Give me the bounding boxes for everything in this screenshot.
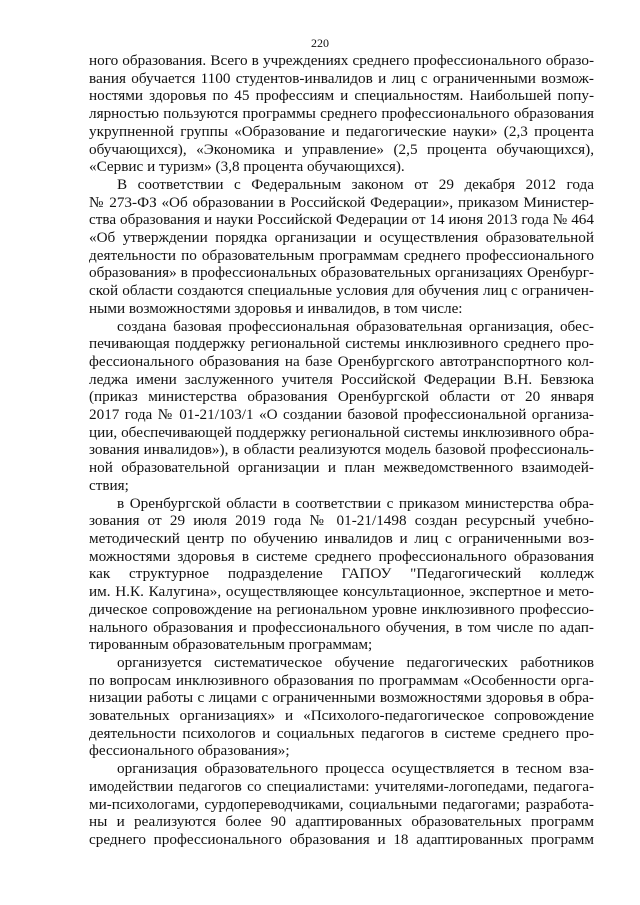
text-line: укрупненной группы «Образование и педагогические науки» (2,3 процента xyxy=(89,122,594,140)
text-line: ми-психологами, сурдопереводчиками, социальными педагогами; разработа- xyxy=(89,795,594,813)
text-line: имодействии педагогов со специалистами: учителями-логопедами, педагога- xyxy=(89,777,594,795)
text-line: среднего профессионального образования и 18 адаптированных программ xyxy=(89,830,594,848)
text-line: низации работы с лицами с ограниченными возможностями здоровья в обра- xyxy=(89,689,594,707)
text-line: создана базовая профессиональная образовательная организация, обес- xyxy=(117,317,594,335)
text-line: нального образования и профессионального обучения, в том числе по адап- xyxy=(89,618,594,636)
text-line: им. Н.К. Калугина», осуществляющее консультационное, экспертное и мето- xyxy=(89,583,594,601)
text-line: деятельности психологов и социальных педагогов в системе среднего про- xyxy=(89,724,594,742)
page-number: 220 xyxy=(311,36,329,50)
text-line: зовательных организациях» и «Психолого-педагогическое сопровождение xyxy=(89,707,594,725)
text-line: деятельности по образовательным программам среднего профессионального xyxy=(89,246,594,264)
text-line: № 273-ФЗ «Об образовании в Российской Федерации», приказом Министер- xyxy=(89,193,594,211)
text-line: ны и реализуются более 90 адаптированных образовательных программ xyxy=(89,813,594,831)
text-line: ного образования. Всего в учреждениях среднего профессионального образо- xyxy=(89,52,594,69)
text-line: ства образования и науки Российской Федерации от 14 июня 2013 года № 464 xyxy=(89,211,594,229)
text-line: обучающихся), «Экономика и управление» (2,5 процента обучающихся), xyxy=(89,140,594,158)
text-line: печивающая поддержку региональной системы инклюзивного среднего про- xyxy=(89,335,594,353)
text-line: лярностью пользуются программы среднего профессионального образования xyxy=(89,105,594,123)
body-text xyxy=(89,52,594,849)
text-line: ции, обеспечивающей поддержку региональной системы инклюзивного обра- xyxy=(89,423,594,441)
text-line: тированным образовательным программам; xyxy=(89,636,373,654)
text-line: ской области создаются специальные условия для обучения лиц с ограничен- xyxy=(89,282,594,300)
text-line: как структурное подразделение ГАПОУ "Педагогический колледж xyxy=(89,565,594,583)
text-line: леджа имени заслуженного учителя Российской Федерации В.Н. Бевзюка xyxy=(89,370,594,388)
text-line: фессионального образования на базе Оренбургского автотранспортного кол- xyxy=(89,352,594,370)
text-line: зования от 29 июля 2019 года № 01-21/1498 создан ресурсный учебно- xyxy=(89,512,594,530)
text-line: дическое сопровождение на региональном уровне инклюзивного профессио- xyxy=(89,600,594,618)
text-line: ностями здоровья по 45 профессиям и специальностям. Наибольшей попу- xyxy=(89,87,594,105)
text-line: можностями здоровья в системе среднего профессионального образования xyxy=(89,547,594,565)
text-line: по вопросам инклюзивного образования по программам «Особенности орга- xyxy=(89,671,594,689)
text-line: методический центр по обучению инвалидов и лиц с ограниченными воз- xyxy=(89,529,594,547)
text-line: образования» в профессиональных образовательных организациях Оренбург- xyxy=(89,264,594,282)
text-line: «Об утверждении порядка организации и осуществления образовательной xyxy=(89,229,594,247)
text-line: В соответствии с Федеральным законом от 29 декабря 2012 года xyxy=(117,175,594,193)
text-line: 2017 года № 01-21/103/1 «О создании базовой профессиональной организа- xyxy=(89,406,594,424)
text-line: ной образовательной организации и план межведомственного взаимодей- xyxy=(89,459,594,477)
text-line: организуется систематическое обучение педагогических работников xyxy=(117,653,594,671)
text-line: в Оренбургской области в соответствии с приказом министерства обра- xyxy=(117,494,594,512)
text-line: «Сервис и туризм» (3,8 процента обучающихся). xyxy=(89,158,405,176)
text-line: ствия; xyxy=(89,476,129,494)
text-line: фессионального образования»; xyxy=(89,742,290,760)
text-line: зования инвалидов»), в области реализуются модель базовой профессиональ- xyxy=(89,441,594,459)
text-line: вания обучается 1100 студентов-инвалидов и лиц с ограниченными возмож- xyxy=(89,69,594,87)
text-line: ными возможностями здоровья и инвалидов, в том числе: xyxy=(89,299,463,317)
text-line: организация образовательного процесса осуществляется в тесном вза- xyxy=(117,760,594,778)
text-line: (приказ министерства образования Оренбургской области от 20 января xyxy=(89,388,594,406)
